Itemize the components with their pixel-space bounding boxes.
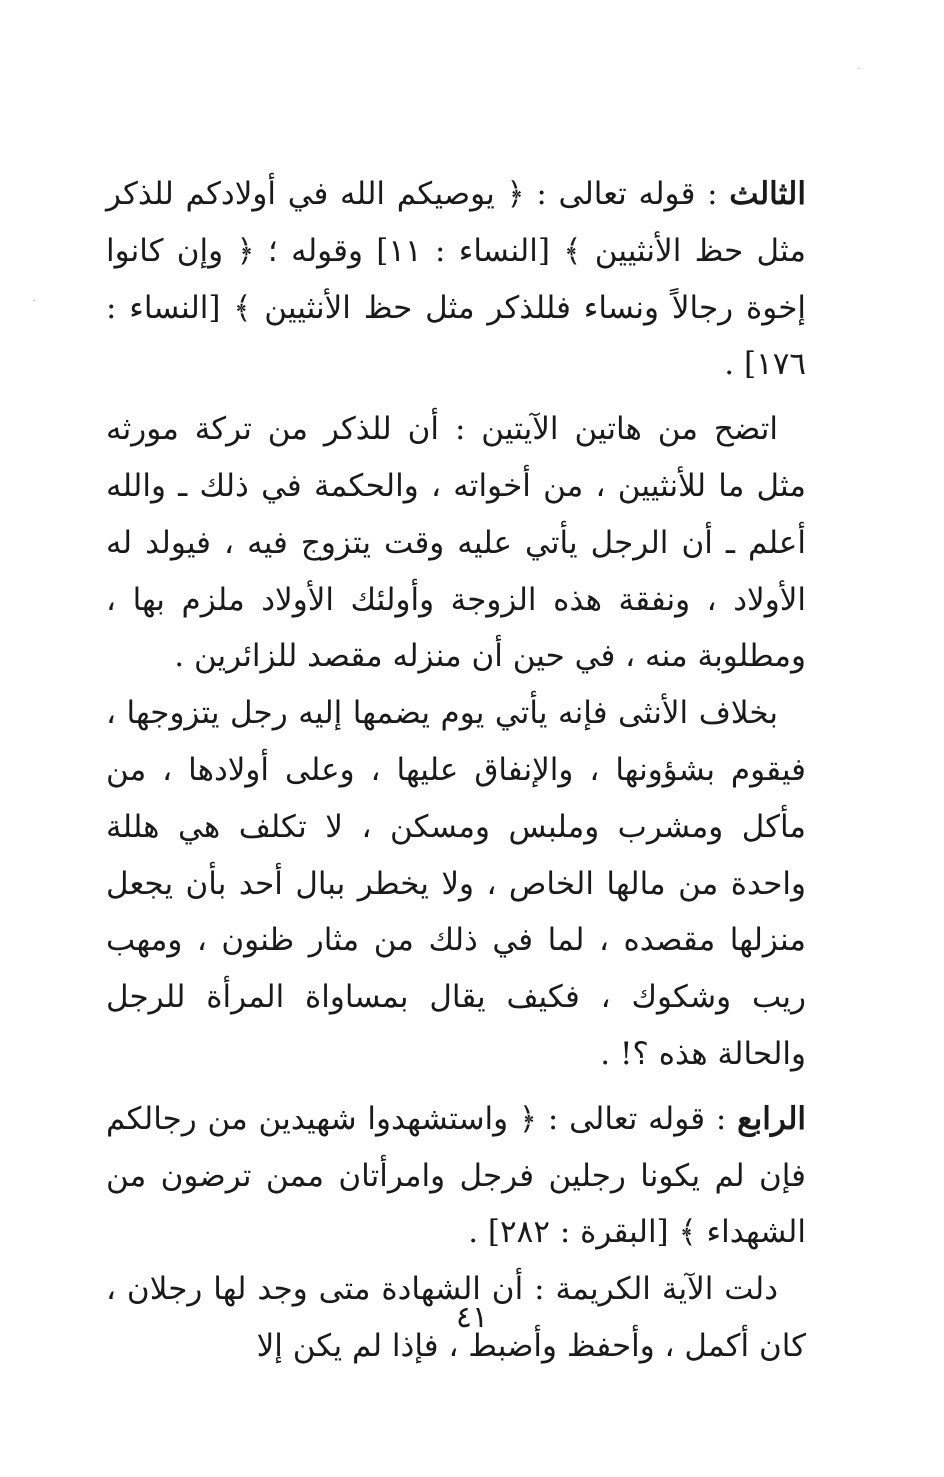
paragraph-heading-fourth: الرابع xyxy=(737,1100,806,1137)
paragraph-text: بخلاف الأنثى فإنه يأتي يوم يضمها إليه رجل يتزوجها ، فيقوم بشؤونها ، والإنفاق عليها ، وعلى أولادها ، من مأكل ومشرب وملبس ومسكن ، لا تكلف هي هللة واحدة من مالها الخاص ، ولا يخطر ببال أحد بأن يجعل منزلها مقصده ، لما في ذلك من مثار ظنون ، ومهب ريب وشكوك ، فكيف يقال بمساواة المرأة للرجل والحالة هذه ؟! . xyxy=(106,695,806,1072)
paragraph-text: دلت الآية الكريمة : أن الشهادة متى وجد لها رجلان ، كان أكمل ، وأحفظ وأضبط ، فإذا لم يكن إلا xyxy=(106,1271,806,1364)
paragraph-text: اتضح من هاتين الآيتين : أن للذكر من تركة مورثه مثل ما للأنثيين ، من أخواته ، والحكمة في ذلك ـ والله أعلم ـ أن الرجل يأتي عليه وقت يتزوج فيه ، فيولد له الأولاد ، ونفقة هذه الزوجة وأولئك الأولاد ملزم بها ، ومطلوبة منه ، في حين أن منزله مقصد للزائرين . xyxy=(106,411,806,675)
paragraph-third xyxy=(106,166,806,393)
paragraph-text: : قوله تعالى : ﴿ يوصيكم الله في أولادكم للذكر مثل حظ الأنثيين ﴾ [النساء : ١١] وقوله ؛ ﴿ وإن كانوا إخوة رجالاً ونساء فللذكر مثل حظ الأنثيين ﴾ [النساء : ١٧٦] . xyxy=(106,176,806,383)
paragraph-heading-third: الثالث xyxy=(729,176,806,212)
paragraph-explanation xyxy=(106,401,806,685)
page-number: ٤١ xyxy=(455,1300,489,1335)
scan-speck xyxy=(858,68,860,69)
paragraph-fourth xyxy=(106,1091,806,1261)
main-text xyxy=(106,166,806,1375)
scan-speck xyxy=(33,300,35,301)
paragraph-text: : قوله تعالى : ﴿ واستشهدوا شهيدين من رجالكم فإن لم يكونا رجلين فرجل وامرأتان ممن ترضون من الشهداء ﴾ [البقرة : ٢٨٢] . xyxy=(106,1100,806,1251)
paragraph-contrast xyxy=(106,685,806,1083)
